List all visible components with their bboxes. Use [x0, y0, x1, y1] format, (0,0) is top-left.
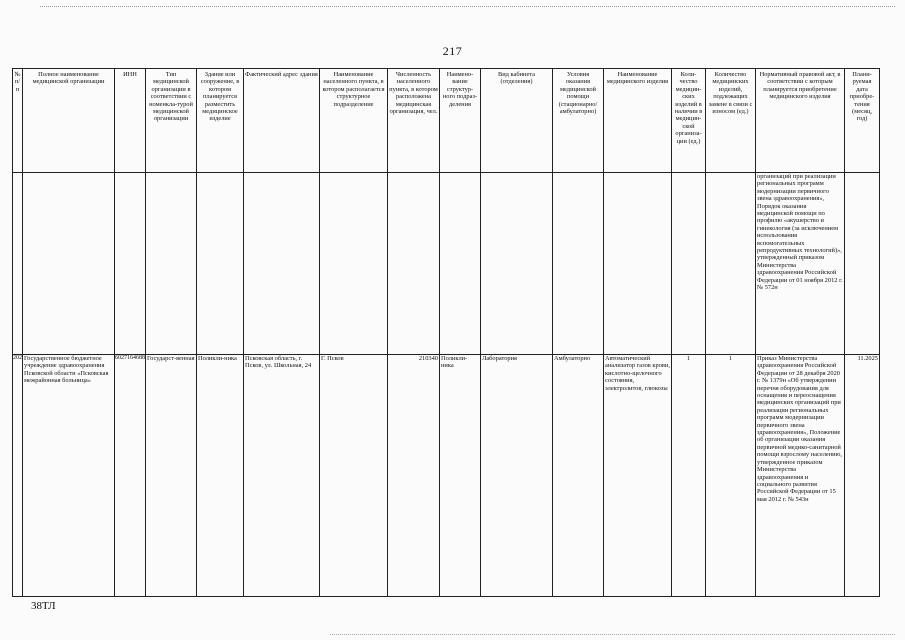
header-device: Наименование медицинского изделия [604, 69, 672, 173]
cell-empty [244, 173, 320, 355]
cell-population: 210340 [388, 355, 440, 597]
cell-number: 202 [13, 355, 23, 597]
cell-room-type: Лаборатория [481, 355, 553, 597]
cell-empty [440, 173, 481, 355]
cell-inn: 6027164688 [115, 355, 146, 597]
cell-empty [146, 173, 197, 355]
cell-qty-available: 1 [672, 355, 706, 597]
header-conditions: Условия оказания медицинской помощи (стационарно/ амбулаторно) [553, 69, 604, 173]
cell-normative-act: Приказ Министерства здравоохранения Российской Федерации от 28 декабря 2020 г. № 1379н «Об утверждении перечня оборудования для оснащения и переоснащения медицинских организаций при реализации региональных программ модернизации первичного звена здравоохранения», Положение об организации оказания первичной медико-санитарной помощи взрослому населению, утвержденное приказом Министерства здравоохранения и социального развития Российской Федерации от 15 мая 2012 г. № 543н [756, 355, 845, 597]
footer-code: 38ТЛ [31, 600, 56, 612]
cell-empty [320, 173, 388, 355]
header-qty-replace: Количество медицинских изделий, подлежащих замене в связи с износом (ед.) [706, 69, 756, 173]
cell-empty [13, 173, 23, 355]
page-number: 217 [442, 44, 463, 58]
header-address: Фактический адрес здания [244, 69, 320, 173]
header-locality: Наименование населенного пункта, в котором располагается структурное подразделение [320, 69, 388, 173]
cell-empty [197, 173, 244, 355]
cell-unit: Поликли-ника [440, 355, 481, 597]
cell-empty [604, 173, 672, 355]
cell-empty [845, 173, 880, 355]
header-unit: Наимено-вание структур-ного подраз-деления [440, 69, 481, 173]
cell-empty [553, 173, 604, 355]
cell-org-name: Государственное бюджетное учреждение здравоохранения Псковской области «Псковская межрайонная больница» [23, 355, 115, 597]
cell-building: Поликли-ника [197, 355, 244, 597]
header-org-name: Полное наименование медицинской организации [23, 69, 115, 173]
cell-planned-date: 11.2025 [845, 355, 880, 597]
cell-empty [672, 173, 706, 355]
header-inn: ИНН [115, 69, 146, 173]
cell-empty [481, 173, 553, 355]
cell-conditions: Амбулаторно [553, 355, 604, 597]
scan-edge-top [40, 6, 895, 7]
cell-address: Псковская область, г. Псков, ул. Школьная, 24 [244, 355, 320, 597]
cell-empty [388, 173, 440, 355]
table-header-row [13, 69, 880, 173]
cell-normative-act: организаций при реализации региональных программ модернизации первичного звена здравоохранения», Порядок оказания медицинской помощи по профилю «акушерство и гинекология (за исключением использования вспомогательных репродуктивных технологий)», утвержденный приказом Министерства здравоохранения Российской Федерации от 01 ноября 2012 г. № 572н [756, 173, 845, 355]
cell-empty [706, 173, 756, 355]
header-planned-date: Плани-руемая дата приобре-тения (месяц, год) [845, 69, 880, 173]
table-row [13, 173, 880, 355]
header-normative-act: Нормативный правовой акт, в соответствии с которым планируется приобретение медицинского изделия [756, 69, 845, 173]
table-row [13, 355, 880, 597]
cell-locality: Г. Псков [320, 355, 388, 597]
cell-device: Автоматический анализатор газов крови, кислотно-щелочного состояния, электролитов, глюкозы [604, 355, 672, 597]
header-number: № п/п [13, 69, 23, 173]
header-qty-available: Коли-чество медицин-ских изделий в наличии в медицин-ской организа-ции (ед.) [672, 69, 706, 173]
cell-empty [115, 173, 146, 355]
cell-empty [23, 173, 115, 355]
header-org-type: Тип медицинской организации в соответствии с номенкла-турой медицинской организации [146, 69, 197, 173]
equipment-table [12, 68, 880, 597]
scan-edge-bottom [330, 634, 895, 635]
header-room-type: Вид кабинета (отделения) [481, 69, 553, 173]
cell-org-type: Государст-венная [146, 355, 197, 597]
header-building: Здание или сооружение, в котором планируется разместить медицинское изделие [197, 69, 244, 173]
header-population: Численность населенного пункта, в котором расположена медицинская организация, чел. [388, 69, 440, 173]
cell-qty-replace: 1 [706, 355, 756, 597]
